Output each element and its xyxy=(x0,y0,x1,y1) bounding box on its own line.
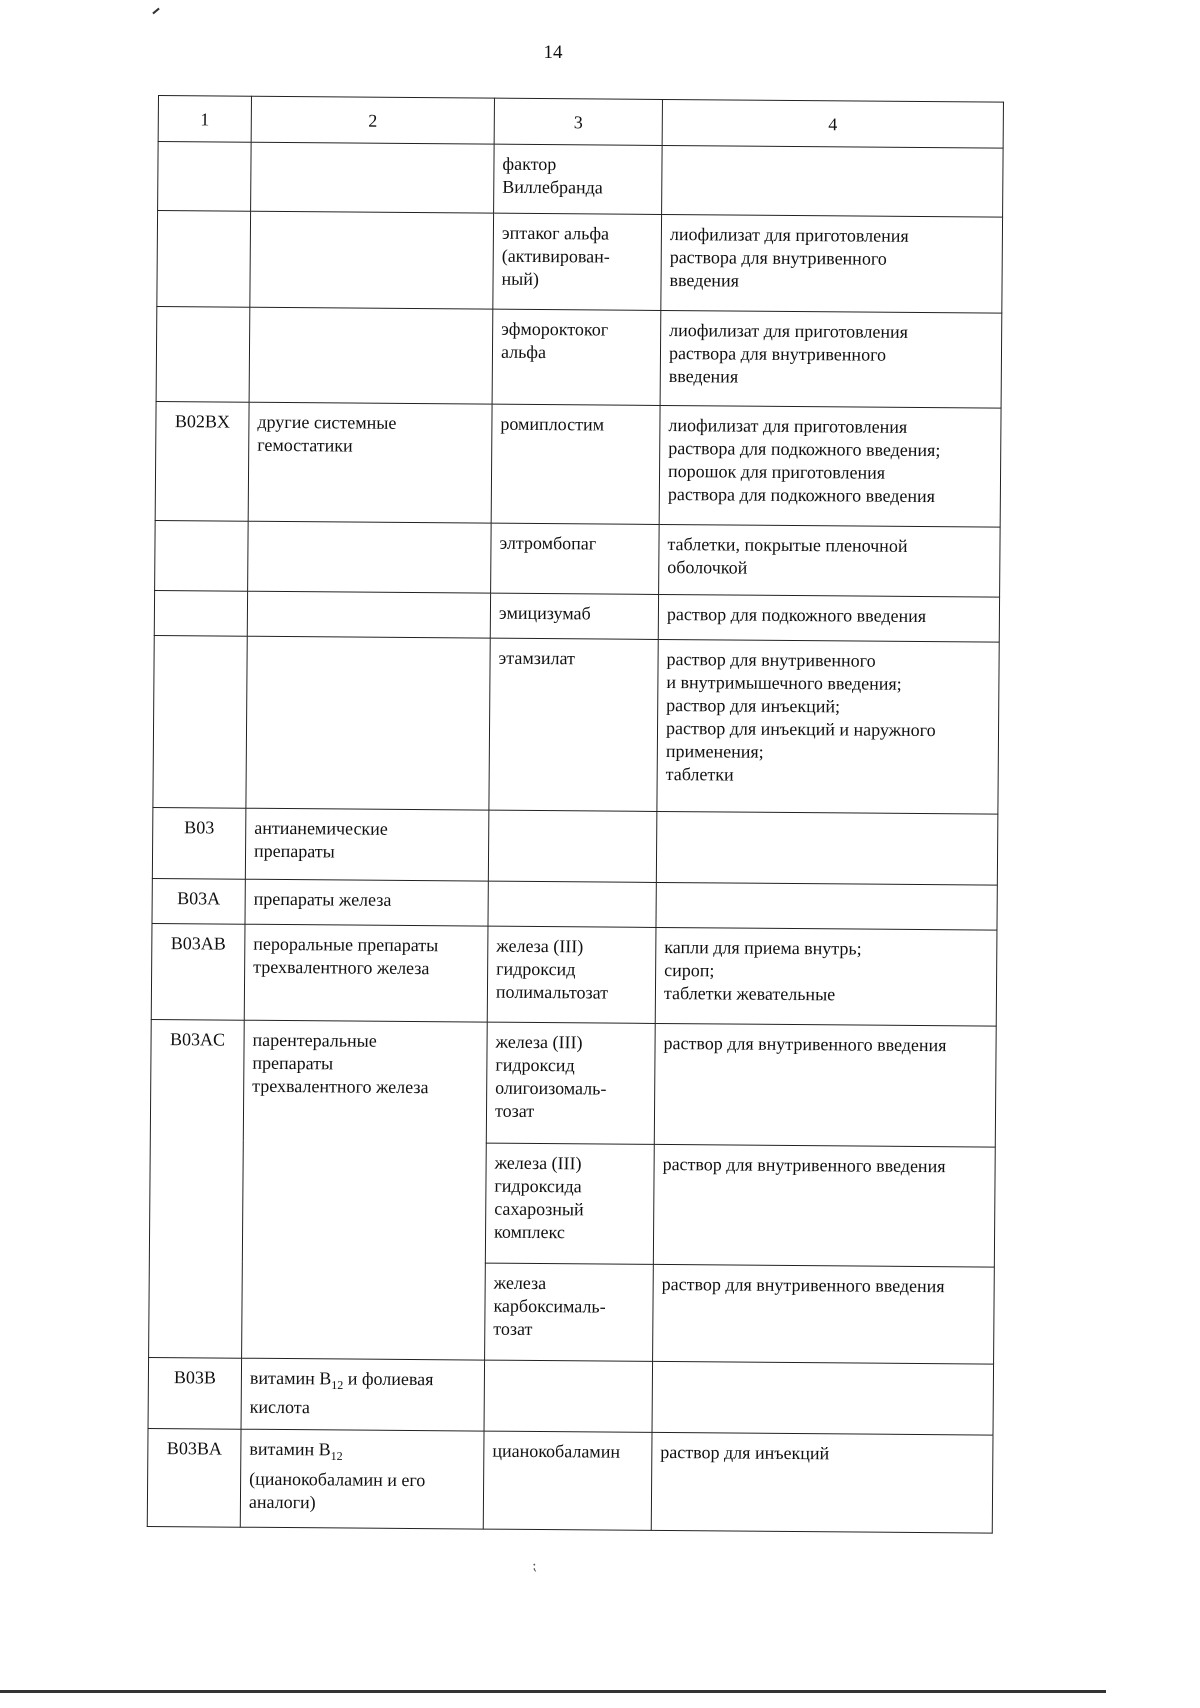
atc-code-cell: B03BA xyxy=(147,1429,241,1527)
dosage-form-cell xyxy=(656,811,998,885)
atc-code-cell xyxy=(155,520,249,591)
table-row xyxy=(150,1019,996,1146)
table-row xyxy=(155,520,1001,597)
substance-cell: железа (III) гидроксид олигоизомаль- тозат xyxy=(486,1022,655,1144)
substance-cell: железа (III) гидроксид полимальтозат xyxy=(487,927,656,1024)
atc-code-cell xyxy=(157,211,251,307)
group-cell xyxy=(251,142,495,214)
table-row xyxy=(152,807,998,885)
page-number: 14 xyxy=(543,42,563,63)
substance-cell: элтромбопаг xyxy=(491,523,660,594)
substance-cell: железа карбоксималь- тозат xyxy=(485,1263,654,1361)
drug-list-table xyxy=(147,95,1004,1534)
group-cell xyxy=(248,521,492,593)
dosage-form-cell: капли для приема внутрь; сироп; таблетки жевательные xyxy=(655,928,997,1026)
group-line-vitamin-b12-folic: витамин $B_{12}$ и фолиевая xyxy=(249,1367,434,1392)
table-row xyxy=(153,636,999,814)
dosage-form-cell: раствор для внутривенного введения xyxy=(654,1023,996,1146)
group-cell xyxy=(250,212,494,309)
table-row xyxy=(157,211,1003,313)
group-cell: препараты железа xyxy=(245,879,488,926)
atc-code-cell xyxy=(158,141,252,212)
dosage-form-cell: раствор для внутривенного и внутримышечного введения; раствор для инъекций; раствор для инъекций и наружного применения; таблетки xyxy=(657,640,999,814)
dosage-form-cell: таблетки, покрытые пленочной оболочкой xyxy=(659,524,1001,597)
group-cell: витамин $B_{12}$ и фолиевая кислота xyxy=(241,1358,485,1432)
scan-mark xyxy=(152,8,159,15)
substance-cell: ромиплостим xyxy=(491,404,660,524)
dosage-form-cell: лиофилизат для приготовления раствора для подкожного введения; порошок для приготовления раствора для подкожного введения xyxy=(659,406,1001,527)
group-cell: витамин $B_{12}$ (цианокобаламин и его аналоги) xyxy=(240,1430,484,1530)
atc-code-cell: B03B xyxy=(148,1357,242,1429)
scan-mark: ⁏ xyxy=(532,1559,537,1574)
dosage-form-cell: раствор для подкожного введения xyxy=(658,594,999,642)
dosage-form-cell: лиофилизат для приготовления раствора для внутривенного введения xyxy=(661,215,1003,313)
group-cell: пероральные препараты трехвалентного железа xyxy=(244,925,488,1022)
group-cell: антианемические препараты xyxy=(245,808,489,881)
atc-code-cell: B03 xyxy=(152,807,246,879)
atc-code-cell xyxy=(153,636,247,808)
substance-cell: эмицизумаб xyxy=(490,593,658,640)
dosage-form-cell xyxy=(652,1361,994,1435)
dosage-form-cell: раствор для внутривенного введения xyxy=(653,1144,995,1267)
atc-code-cell: B03AB xyxy=(151,924,245,1020)
header-col-3: 3 xyxy=(494,98,662,145)
table-row xyxy=(148,1357,994,1435)
table-row xyxy=(156,306,1002,408)
table-row xyxy=(151,924,997,1026)
group-line-vitamin-b12: витамин $B_{12}$ xyxy=(249,1439,343,1464)
table-row xyxy=(154,590,999,642)
substance-cell xyxy=(484,1360,653,1433)
atc-code-cell xyxy=(156,306,250,402)
group-cell: парентеральные препараты трехвалентного железа xyxy=(242,1020,488,1360)
substance-cell: цианокобаламин xyxy=(483,1431,652,1530)
substance-cell xyxy=(488,810,657,882)
substance-cell: этамзилат xyxy=(489,638,658,811)
table-header-row xyxy=(158,96,1003,148)
atc-code-cell: B03A xyxy=(152,878,245,924)
substance-cell: фактор Виллебранда xyxy=(494,144,663,215)
header-col-1: 1 xyxy=(158,96,251,142)
dosage-form-cell: лиофилизат для приготовления раствора для внутривенного введения xyxy=(660,310,1002,408)
atc-code-cell: B02BX xyxy=(155,402,249,521)
table-row xyxy=(147,1429,993,1533)
dosage-form-cell xyxy=(656,882,997,930)
dosage-form-cell: раствор для внутривенного введения xyxy=(653,1265,995,1364)
substance-cell: эфмороктоког альфа xyxy=(492,309,661,406)
table-row xyxy=(155,402,1001,527)
dosage-form-cell: раствор для инъекций xyxy=(651,1433,993,1533)
substance-cell xyxy=(488,881,656,928)
atc-code-cell: B03AC xyxy=(149,1019,245,1358)
header-col-4: 4 xyxy=(662,99,1003,147)
group-cell xyxy=(247,591,490,638)
substance-cell: железа (III) гидроксида сахарозный комплекс xyxy=(485,1143,654,1265)
group-cell xyxy=(249,307,493,404)
group-cell: другие системные гемостатики xyxy=(248,402,492,523)
scan-bottom-edge xyxy=(0,1690,1106,1693)
dosage-form-cell xyxy=(662,145,1004,218)
table-row xyxy=(152,878,997,930)
header-col-2: 2 xyxy=(251,96,494,143)
atc-code-cell xyxy=(154,590,247,636)
substance-cell: эптаког альфа (активирован- ный) xyxy=(493,214,662,311)
group-cell xyxy=(246,636,490,810)
table-row xyxy=(158,141,1004,218)
